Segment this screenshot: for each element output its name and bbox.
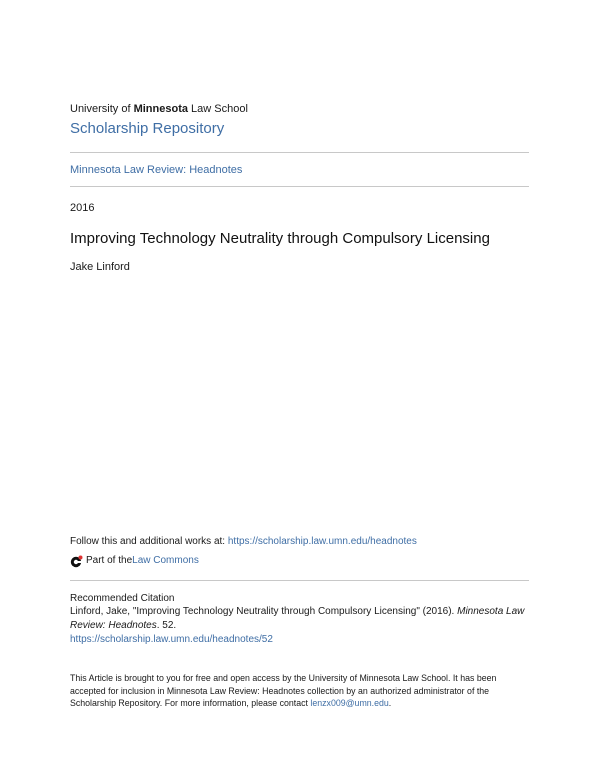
notice-line-3-prefix: Scholarship Repository. For more information, please contact bbox=[70, 698, 311, 708]
notice-line-1: This Article is brought to you for free and open access by the University of Minnesota Law School. It has been bbox=[70, 673, 497, 683]
follow-url-link[interactable]: https://scholarship.law.umn.edu/headnotes bbox=[227, 536, 417, 547]
repository-link[interactable]: Scholarship Repository bbox=[70, 120, 225, 137]
notice-line-2: accepted for inclusion in Minnesota Law Review: Headnotes collection by an authorized administrator of the bbox=[70, 685, 490, 696]
series-link[interactable]: Minnesota Law Review: Headnotes bbox=[70, 164, 243, 176]
publication-year: 2016 bbox=[70, 202, 95, 214]
article-title: Improving Technology Neutrality through Compulsory Licensing bbox=[70, 230, 490, 247]
divider-top bbox=[70, 152, 529, 153]
citation-journal-b: Review: Headnotes bbox=[70, 620, 157, 631]
institution-bold: Minnesota bbox=[133, 103, 188, 115]
divider-series bbox=[70, 186, 529, 187]
law-commons-link[interactable]: Law Commons bbox=[132, 555, 199, 566]
author-name: Jake Linford bbox=[70, 261, 130, 273]
access-notice bbox=[70, 672, 540, 710]
citation-journal-a: Minnesota Law bbox=[457, 606, 525, 617]
bepress-commons-icon bbox=[70, 555, 83, 568]
follow-label: Follow this and additional works at: bbox=[70, 536, 228, 547]
citation-line-2 bbox=[70, 619, 529, 633]
contact-email-link[interactable]: lenzx009@umn.edu bbox=[310, 698, 389, 708]
institution-name bbox=[70, 102, 248, 116]
part-of-line bbox=[70, 554, 199, 568]
citation-line-1 bbox=[70, 605, 529, 619]
follow-line bbox=[70, 535, 417, 548]
citation-url-link[interactable]: https://scholarship.law.umn.edu/headnotes/52 bbox=[70, 634, 273, 645]
part-of-label: Part of the bbox=[86, 555, 133, 566]
citation-text bbox=[70, 605, 529, 647]
citation-heading: Recommended Citation bbox=[70, 593, 175, 604]
divider-citation bbox=[70, 580, 529, 581]
institution-suffix: Law School bbox=[187, 103, 248, 115]
notice-line-3 bbox=[70, 697, 540, 710]
citation-line-3 bbox=[70, 633, 529, 647]
citation-body: Linford, Jake, "Improving Technology Neutrality through Compulsory Licensing" (2016). bbox=[70, 606, 458, 617]
institution-prefix: University of bbox=[70, 103, 134, 115]
notice-line-3-suffix: . bbox=[388, 698, 392, 708]
citation-suffix: . 52. bbox=[156, 620, 177, 631]
